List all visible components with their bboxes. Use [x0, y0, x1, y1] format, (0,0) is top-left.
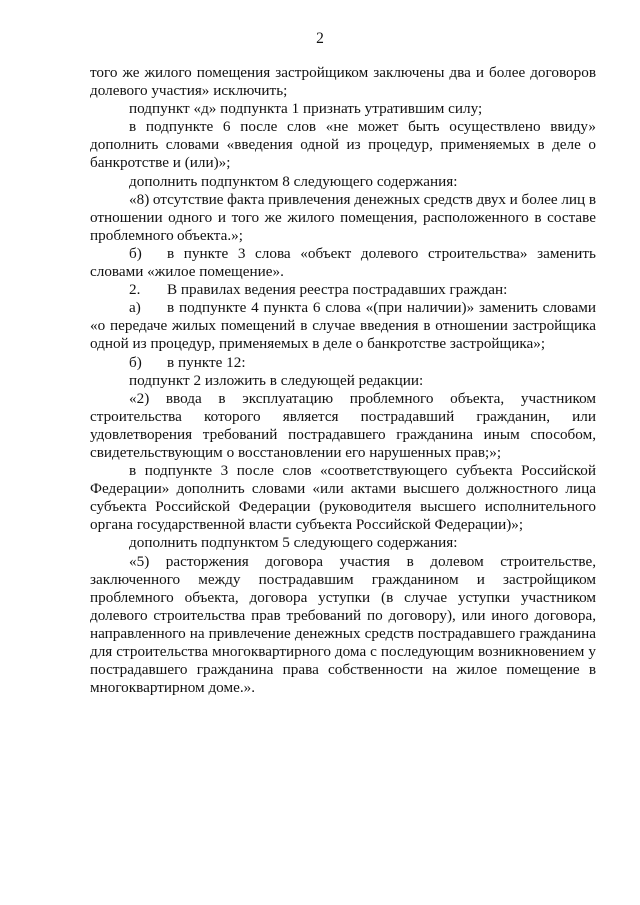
paragraph-6 — [90, 245, 596, 281]
page-number: 2 — [316, 30, 324, 47]
document-body — [90, 64, 596, 697]
paragraph-3: в подпункте 6 после слов «не может быть осуществлено ввиду» дополнить словами «введения одной из процедур, применяемых в деле о банкротстве и (или)»; — [90, 118, 596, 172]
item-text: В правилах ведения реестра пострадавших граждан: — [167, 281, 508, 299]
item-marker: б) — [129, 244, 142, 262]
item-text: в подпункте 4 пункта 6 слова «(при наличии)» заменить словами «о передаче жилых помещений в случае введения в отношении застройщика одной из процедур, применяемых в деле о банкротстве застройщика»; — [90, 299, 596, 353]
paragraph-8 — [90, 299, 596, 353]
paragraph-13: дополнить подпунктом 5 следующего содержания: — [129, 534, 458, 552]
paragraph-5: «8) отсутствие факта привлечения денежных средств двух и более лиц в отношении одного и того же жилого помещения, расположенного в составе проблемного объекта.»; — [90, 190, 596, 244]
paragraph-1: того же жилого помещения застройщиком заключены два и более договоров долевого участия» исключить; — [90, 64, 596, 100]
item-marker: б) — [129, 353, 142, 371]
paragraph-10: подпункт 2 изложить в следующей редакции: — [129, 371, 424, 389]
paragraph-9 — [90, 354, 596, 372]
paragraph-7 — [90, 281, 596, 299]
paragraph-4: дополнить подпунктом 8 следующего содержания: — [129, 172, 458, 190]
item-marker: а) — [129, 299, 141, 317]
item-marker: 2. — [129, 281, 141, 299]
item-text: в пункте 12: — [167, 353, 246, 371]
paragraph-12: в подпункте 3 после слов «соответствующего субъекта Российской Федерации» дополнить словами «или актами высшего должностного лица субъекта Российской Федерации (руководителя высшего исполнительного органа государственной власти субъекта Российской Федерации)»; — [90, 462, 596, 534]
paragraph-11: «2) ввода в эксплуатацию проблемного объекта, участником строительства которого является пострадавший гражданин, или удовлетворения требований пострадавшего гражданина иным способом, свидетельствующим о восстановлении его нарушенных прав;»; — [90, 389, 596, 461]
item-text: в пункте 3 слова «объект долевого строительства» заменить словами «жилое помещение». — [90, 244, 596, 281]
paragraph-2: подпункт «д» подпункта 1 признать утратившим силу; — [129, 100, 483, 118]
paragraph-14: «5) расторжения договора участия в долевом строительстве, заключенного между пострадавшим гражданином и застройщиком проблемного объекта, договора уступки (в случае уступки участником долевого строительства прав требований по договору), или иного договора, направленного на привлечение денежных средств пострадавшего гражданина для строительства многоквартирного дома с последующим возникновением у пострадавшего гражданина права собственности на жилое помещение в многоквартирном доме.». — [90, 552, 596, 697]
